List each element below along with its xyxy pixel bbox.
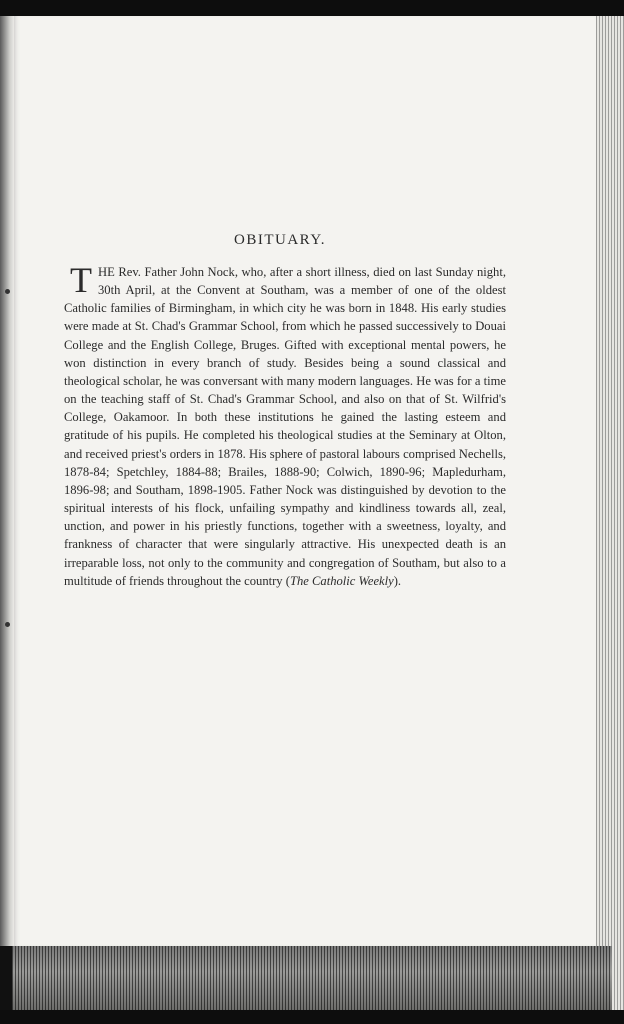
scan-bottom-strip: [12, 946, 612, 1010]
article-heading: OBITUARY.: [234, 232, 326, 248]
article-source: The Catholic Weekly: [289, 573, 394, 588]
article-body: [64, 260, 506, 590]
binding-hole: [5, 289, 10, 294]
article-text: HE Rev. Father John Nock, who, after a short illness, died on last Sunday night, 30th April, at the Convent at Southam, was a member of one of the oldest Catholic families of Birmingham, in which city he was born in 1848. His early studies were made at St. Chad's Grammar School, from which he passed successively to Douai College and the English College, Bruges. Gifted with exceptional mental powers, he won distinction in every branch of study. Besides being a sound classical and theological scholar, he was conversant with many modern languages. He was for a time on the teaching staff of St. Chad's Grammar School, and also on that of St. Wilfrid's College, Oakamoor. In both these institutions he gained the lasting esteem and gratitude of his pupils. He completed his theological studies at the Seminary at Olton, and received priest's orders in 1878. His sphere of pastoral labours comprised Nechells, 1878-84; Spetchley, 1884-88; Brailes, 1888-90; Colwich, 1890-96; Mapledurham, 1896-98; and Southam, 1898-1905. Father Nock was distinguished by devotion to the spiritual interests of his flock, unfailing sympathy and kindliness towards all, zeal, unction, and power in his priestly functions, together with a sweetness, loyalty, and frankness of character that were singularly attractive. His unexpected death is an irreparable loss, not only to the community and congregation of Southam, but also to a multitude of friends throughout the country (: [64, 265, 506, 588]
article-text-end: ).: [393, 573, 402, 588]
scan-top-border: [0, 0, 624, 16]
drop-cap: T: [70, 260, 92, 300]
page-edges: [596, 16, 624, 1024]
page-gutter: [0, 16, 14, 946]
binding-hole: [5, 622, 10, 627]
scan-bottom-border: [0, 1010, 624, 1024]
